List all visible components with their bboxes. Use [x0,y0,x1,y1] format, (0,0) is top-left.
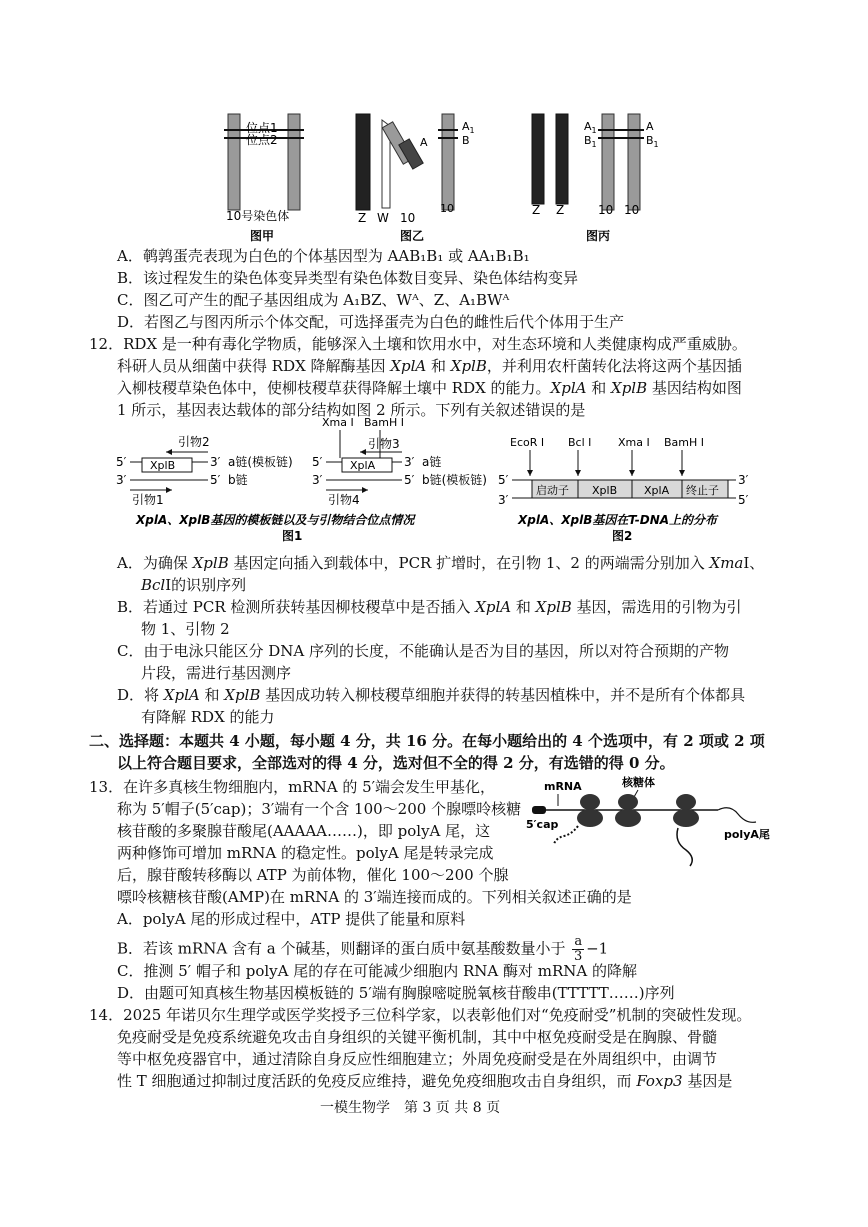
three-prime: 3′ [738,473,749,487]
bamh2-label: BamH Ⅰ [664,436,705,449]
promoter-label: 启动子 [536,484,569,497]
primer4-label: 引物4 [328,493,360,507]
bing-Z1-label: Z [532,203,541,217]
q12-text: A．为确保 [117,554,193,572]
gene-name: XplB [450,357,487,375]
three-prime: 3′ [312,473,323,487]
figure2-tdna [498,436,749,507]
fraction [572,935,584,964]
fig-bing-caption: 图丙 [586,229,611,243]
terminator-label: 终止子 [686,484,719,497]
q12-stem-line3 [117,378,742,398]
mrna-label: mRNA [544,780,582,793]
b-template-label: b链(模板链) [422,473,487,487]
q13-text: −1 [586,939,609,958]
yi-A1-label: $A_1$ [462,120,475,135]
q12-option-d-line1 [117,685,745,705]
bing-B-label: $B_1$ [646,134,659,149]
five-prime: 5′ [210,473,221,487]
q13-stem-line6: 嘌呤核糖核苷酸(AMP)在 mRNA 的 3′端连接而成的。下列相关叙述正确的是 [117,888,632,906]
chromosome-figure [210,108,670,250]
q12-text: 入柳枝稷草染色体中，使柳枝稷草获得降解土壤中 RDX 的能力。 [117,379,551,397]
primer2-label: 引物2 [178,435,210,449]
section2-heading-line2: 以上符合题目要求，全部选对的得 4 分，选对但不全的得 2 分，有选错的得 0 分。 [117,754,675,772]
xplb2-label: XplB [592,484,618,497]
five-prime: 5′ [738,493,749,507]
figure-yi [356,114,475,243]
enzyme-name: Bcl [141,576,166,594]
three-prime: 3′ [498,493,509,507]
five-prime: 5′ [312,455,323,469]
q12-option-a-line2 [141,575,246,595]
figure1-caption: XplA、XplB基因的模板链以及与引物结合位点情况 [136,513,415,527]
a-template-label: a链(模板链) [228,455,293,469]
fraction-denominator: 3 [574,949,583,964]
polya-label: polyA尾 [724,828,770,841]
q12-stem-line4: 1 所示，基因表达载体的部分结构如图 2 所示。下列有关叙述错误的是 [117,401,586,419]
yi-A-label: A [420,136,428,149]
bing-Z2-label: Z [556,203,565,217]
bing-10a-label: 10 [598,203,614,217]
bing-10b-label: 10 [624,203,640,217]
q14-stem-line3: 等中枢免疫器官中，通过清除自身反应性细胞建立；外周免疫耐受是在外周组织中，由调节 [117,1050,718,1068]
cap-icon [532,806,546,814]
site2-label: 位点2 [246,133,278,147]
q12-text: Ⅰ的识别序列 [165,576,247,594]
figure2-caption: XplA、XplB基因在T-DNA上的分布 [518,513,718,527]
gene-name: XplB [192,554,229,572]
q13-stem-line3: 核苷酸的多聚腺苷酸尾(AAAAA……)，即 polyA 尾，这 [117,822,491,840]
gene-name: XplB [611,379,648,397]
primer1-label: 引物1 [132,493,164,507]
three-prime: 3′ [404,455,415,469]
xplb-label: XplB [150,459,176,472]
yi-W-label: W [377,211,389,225]
q13-stem-line5: 后，腺苷酸转移酶以 ATP 为前体物，催化 100～200 个腺 [117,866,509,884]
q13-option-c: C．推测 5′ 帽子和 polyA 尾的存在可能减少细胞内 RNA 酶对 mRNA 的降解 [117,962,638,980]
chrom10-label: 10号染色体 [226,209,290,223]
site1-label: 位点1 [246,121,278,135]
q14-stem-line1: 14．2025 年诺贝尔生理学或医学奖授予三位科学家，以表彰他们对“免疫耐受”机制的突破性发现。 [89,1006,752,1024]
xpla-label: XplA [350,459,376,472]
q12-text: B．若通过 PCR 检测所获转基因柳枝稷草中是否插入 [117,598,476,616]
q14-text: 基因是 [682,1072,733,1090]
gene-structure-figure [112,418,762,546]
q12-text: 和 [586,379,612,397]
q13-option-b [117,935,608,964]
q12-stem-line1: 12．RDX 是一种有毒化学物质，能够深入土壤和饮用水中，对生态环境和人类健康构成严重威胁。 [89,335,747,353]
bing-B1-label: $B_1$ [584,134,597,149]
gene-name: XplA [390,357,427,375]
fraction-numerator: a [574,934,583,949]
gene-name: XplA [550,379,587,397]
section2-heading-line1: 二、选择题：本题共 4 小题，每小题 4 分，共 16 分。在每小题给出的 4 个选项中，有 2 项或 2 项 [89,732,765,750]
q12-text: 和 [426,357,451,375]
a-chain-label: a链 [422,455,442,469]
q12-text: 基因结构如图 [647,379,742,397]
q14-text: 性 T 细胞通过抑制过度活跃的免疫反应维持，避免免疫细胞攻击自身组织，而 [117,1072,637,1090]
figure-jia [224,114,304,243]
q13-option-d: D．由题可知真核生物基因模板链的 5′端有胸腺嘧啶脱氧核苷酸串(TTTTT……)序列 [117,984,675,1002]
q12-text: D．将 [117,686,164,704]
q12-text: 基因成功转入柳枝稷草细胞并获得的转基因植株中，并不是所有个体都具 [260,686,746,704]
figure1-xplb [116,434,293,507]
q11-option-d: D．若图乙与图丙所示个体交配，可选择蛋壳为白色的雌性后代个体用于生产 [117,313,625,331]
xma-label: Xma Ⅰ [322,418,354,429]
q12-option-b-line1 [117,597,742,617]
q12-option-d-line2: 有降解 RDX 的能力 [141,708,275,726]
q12-option-c-line1: C．由于电泳只能区分 DNA 序列的长度，不能确认是否为目的基因，所以对符合预期的产物 [117,642,730,660]
gene-name: XplA [163,686,200,704]
q11-option-c: C．图乙可产生的配子基因组成为 A₁BZ、Wᴬ、Z、A₁BWᴬ [117,291,510,309]
q11-option-b: B．该过程发生的染色体变异类型有染色体数目变异、染色体结构变异 [117,269,579,287]
three-prime: 3′ [210,455,221,469]
enzyme-name: Xma [709,554,744,572]
q12-option-b-line2: 物 1、引物 2 [141,620,230,638]
yi-Z-label: Z [358,211,367,225]
xma2-label: Xma Ⅰ [618,436,650,449]
xpla2-label: XplA [644,484,670,497]
yi-B-label: B [462,134,470,147]
q13-stem-line2: 称为 5′帽子(5′cap)；3′端有一个含 100～200 个腺嘌呤核糖 [117,800,522,818]
q12-option-c-line2: 片段，需进行基因测序 [141,664,292,682]
figure2-label: 图2 [612,529,633,543]
primer3-label: 引物3 [368,437,400,451]
bing-A1-label: $A_1$ [584,120,597,135]
gene-name: XplA [475,598,512,616]
q13-text: B．若该 mRNA 含有 a 个碱基，则翻译的蛋白质中氨基酸数量小于 [117,939,566,958]
b-chain-label: b链 [228,473,248,487]
q12-text: 基因定向插入到载体中，PCR 扩增时，在引物 1、2 的两端需分别加入 [228,554,710,572]
mrna-figure [518,776,778,868]
q12-text: Ⅰ、 [743,554,765,572]
gene-name: XplB [535,598,572,616]
q12-option-a-line1 [117,553,764,573]
q11-option-a: A．鹌鹑蛋壳表现为白色的个体基因型为 AAB₁B₁ 或 AA₁B₁B₁ [117,247,530,265]
bing-A-label: A [646,120,654,133]
fig-jia-caption: 图甲 [250,229,275,243]
bcl-label: Bcl Ⅰ [568,436,592,449]
q13-stem-line4: 两种修饰可增加 mRNA 的稳定性。polyA 尾是转录完成 [117,844,494,862]
gene-name: Foxp3 [636,1072,683,1090]
three-prime: 3′ [116,473,127,487]
ecor-label: EcoR Ⅰ [510,436,545,449]
gene-name: XplB [224,686,261,704]
yi-10b-label: 10 [440,202,454,215]
q12-text: 和 [511,598,536,616]
q13-option-a: A．polyA 尾的形成过程中，ATP 提供了能量和原料 [117,910,466,928]
five-prime: 5′ [404,473,415,487]
ribosome-label: 核糖体 [622,776,655,789]
q14-stem-line4 [117,1071,732,1091]
figure1-xpla [312,418,487,507]
q12-text: 和 [199,686,225,704]
q14-stem-line2: 免疫耐受是免疫系统避免攻击自身组织的关键平衡机制，其中中枢免疫耐受是在胸腺、骨髓 [117,1028,718,1046]
fig-yi-caption: 图乙 [400,229,425,243]
q12-text: ，并利用农杆菌转化法将这两个基因插 [486,357,742,375]
figure-bing [532,114,659,243]
q12-text: 基因，需选用的引物为引 [571,598,742,616]
cap-label: 5′cap [526,818,559,831]
five-prime: 5′ [498,473,509,487]
page-footer: 一模生物学 第 3 页 共 8 页 [320,1100,501,1116]
q12-text: 科研人员从细菌中获得 RDX 降解酶基因 [117,357,391,375]
bamh-label: BamH Ⅰ [364,418,405,429]
five-prime: 5′ [116,455,127,469]
yi-10-label: 10 [400,211,416,225]
figure1-label: 图1 [282,529,303,543]
q12-stem-line2 [117,356,742,376]
q13-stem-line1: 13．在许多真核生物细胞内，mRNA 的 5′端会发生甲基化， [89,778,496,796]
